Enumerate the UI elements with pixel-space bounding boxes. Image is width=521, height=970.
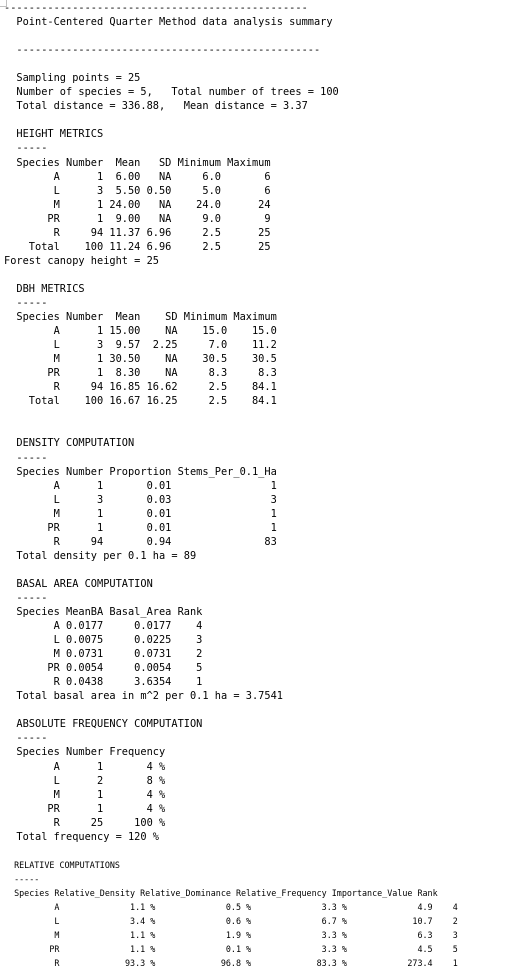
console-line: L 0.0075 0.0225 3: [4, 634, 203, 647]
console-line: A 0.0177 0.0177 4: [4, 620, 203, 633]
console-line: DENSITY COMPUTATION: [4, 437, 135, 450]
console-line: DBH METRICS: [4, 282, 85, 295]
console-line: A 1 6.00 NA 6.0 6: [4, 170, 271, 183]
console-line: PR 1 9.00 NA 9.0 9: [4, 212, 271, 225]
console-line: [4, 844, 521, 858]
console-line: Total 100 11.24 6.96 2.5 25: [4, 240, 271, 253]
console-line: M 1 24.00 NA 24.0 24: [4, 198, 271, 211]
console-line: -----: [4, 732, 48, 745]
console-line-relative: PR 1.1 % 0.1 % 3.3 % 4.5 5: [4, 944, 458, 955]
console-line: [4, 57, 521, 71]
console-line: -------------------------------------------------: [4, 2, 308, 14]
console-line: PR 1 4 %: [4, 802, 166, 815]
console-line: [4, 408, 521, 422]
console-line: L 3 0.03 3: [4, 493, 277, 506]
console-line: Forest canopy height = 25: [4, 254, 159, 267]
console-line: L 2 8 %: [4, 774, 166, 787]
console-line: PR 1 8.30 NA 8.3 8.3: [4, 367, 277, 380]
console-line: Total density per 0.1 ha = 89: [4, 549, 197, 562]
console-line: Number of species = 5, Total number of trees = 100: [4, 86, 339, 99]
console-line: -----: [4, 142, 48, 155]
console-line: Total distance = 336.88, Mean distance = 3.37: [4, 100, 308, 113]
console-line: -----: [4, 296, 48, 309]
console-line: Sampling points = 25: [4, 72, 141, 85]
console-line: M 1 30.50 NA 30.5 30.5: [4, 353, 277, 366]
console-line: PR 0.0054 0.0054 5: [4, 662, 203, 675]
console-line: R 94 16.85 16.62 2.5 84.1: [4, 381, 277, 394]
console-line: R 25 100 %: [4, 816, 166, 829]
console-line: Species Number Mean SD Minimum Maximum: [4, 156, 271, 169]
console-line: M 0.0731 0.0731 2: [4, 648, 203, 661]
console-line: M 1 0.01 1: [4, 507, 277, 520]
console-line-relative: M 1.1 % 1.9 % 3.3 % 6.3 3: [4, 930, 458, 941]
console-line: -------------------------------------------------: [4, 44, 321, 57]
console-line-relative: Species Relative_Density Relative_Dominance Relative_Frequency Importance_Value Rank: [4, 887, 438, 898]
console-line: R 94 0.94 83: [4, 535, 277, 548]
console-output: [4, 0, 521, 970]
console-line: Species Number Proportion Stems_Per_0.1_Ha: [4, 465, 277, 478]
console-line: Total frequency = 120 %: [4, 830, 159, 843]
console-line: R 0.0438 3.6354 1: [4, 676, 203, 689]
console-line-relative: R 93.3 % 96.8 % 83.3 % 273.4 1: [4, 958, 458, 969]
console-line: PR 1 0.01 1: [4, 521, 277, 534]
console-line: A 1 4 %: [4, 760, 166, 773]
console-line: HEIGHT METRICS: [4, 128, 104, 141]
console-line: [4, 563, 521, 577]
console-line: Species Number Mean SD Minimum Maximum: [4, 311, 277, 324]
console-line: -----: [4, 591, 48, 604]
console-line: Point-Centered Quarter Method data analysis summary: [4, 16, 333, 29]
console-line-relative: -----: [4, 873, 40, 884]
console-line-relative: A 1.1 % 0.5 % 3.3 % 4.9 4: [4, 902, 458, 912]
console-line: [4, 113, 521, 127]
console-line: R 94 11.37 6.96 2.5 25: [4, 226, 271, 239]
console-line: Species MeanBA Basal_Area Rank: [4, 606, 203, 619]
console-line: ABSOLUTE FREQUENCY COMPUTATION: [4, 718, 203, 731]
console-line: -----: [4, 451, 48, 464]
console-line: [4, 703, 521, 717]
console-line: M 1 4 %: [4, 788, 166, 801]
console-line: Total basal area in m^2 per 0.1 ha = 3.7541: [4, 690, 283, 703]
console-line: Total 100 16.67 16.25 2.5 84.1: [4, 395, 277, 408]
console-line-relative: L 3.4 % 0.6 % 6.7 % 10.7 2: [4, 916, 458, 927]
console-line: L 3 5.50 0.50 5.0 6: [4, 184, 271, 197]
console-line-relative: RELATIVE COMPUTATIONS: [4, 859, 120, 870]
console-line: [4, 268, 521, 282]
console-line: Species Number Frequency: [4, 746, 166, 759]
console-line: A 1 0.01 1: [4, 479, 277, 492]
console-line: L 3 9.57 2.25 7.0 11.2: [4, 339, 277, 352]
console-line: [4, 29, 521, 43]
console-line: [4, 422, 521, 436]
console-line: BASAL AREA COMPUTATION: [4, 577, 153, 590]
console-line: A 1 15.00 NA 15.0 15.0: [4, 325, 277, 338]
